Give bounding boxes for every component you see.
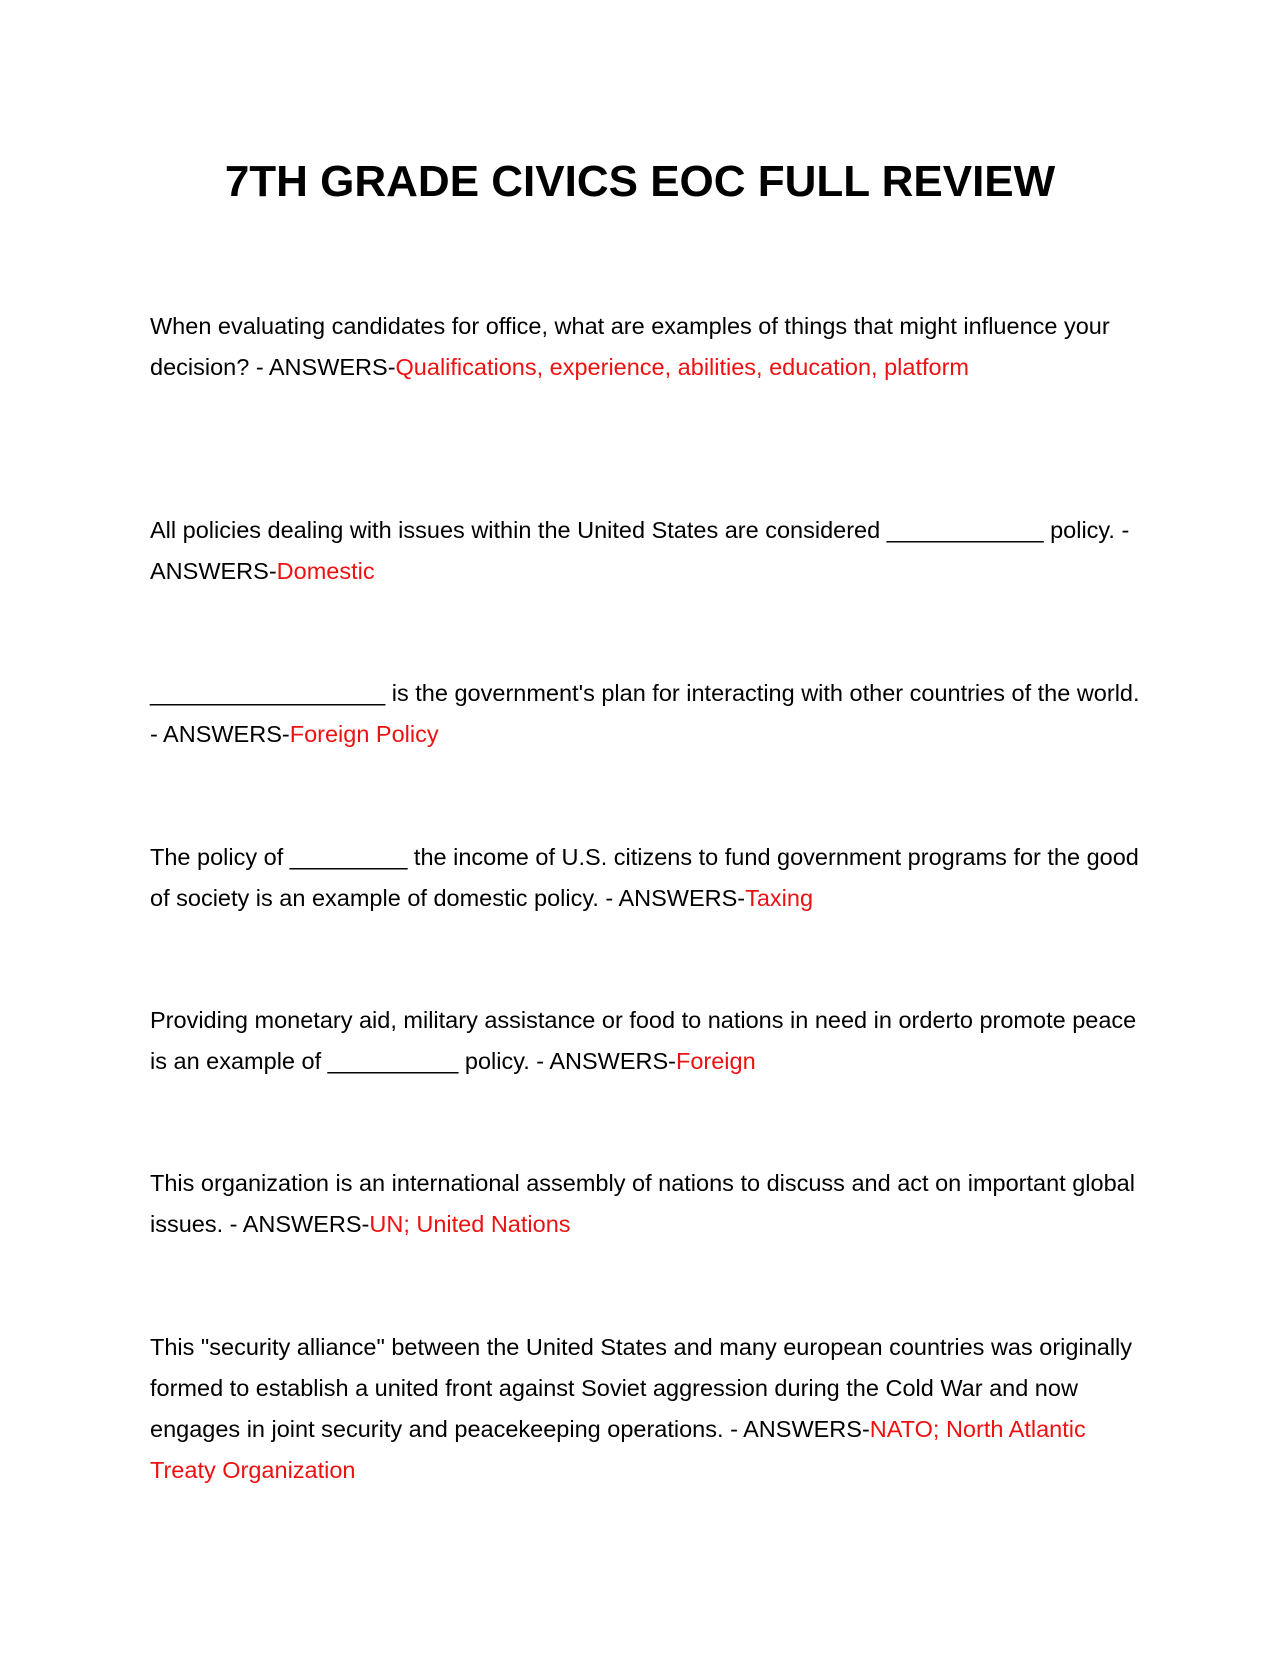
answer-text: UN; United Nations xyxy=(369,1211,571,1237)
question-text: All policies dealing with issues within the United States are considered ____________ policy. - ANSWERS- xyxy=(150,517,1130,584)
qa-item-6 xyxy=(150,1163,1150,1245)
question-text: This "security alliance" between the United States and many european countries was originally formed to establish a united front against Soviet aggression during the Cold War and now engages in joint security and peacekeeping operations. - ANSWERS- xyxy=(150,1334,1133,1442)
qa-item-4 xyxy=(150,837,1150,919)
qa-item-3 xyxy=(150,673,1150,755)
answer-text: Qualifications, experience, abilities, education, platform xyxy=(395,354,969,380)
qa-item-5 xyxy=(150,1000,1150,1082)
question-text: When evaluating candidates for office, what are examples of things that might influence your decision? - ANSWERS- xyxy=(150,313,1110,380)
qa-item-7 xyxy=(150,1327,1150,1491)
answer-text: Taxing xyxy=(745,885,814,911)
question-text: The policy of _________ the income of U.S. citizens to fund government programs for the good of society is an example of domestic policy. - ANSWERS- xyxy=(150,844,1139,911)
document-title: 7TH GRADE CIVICS EOC FULL REVIEW xyxy=(224,157,1056,206)
question-text: This organization is an international assembly of nations to discuss and act on important global issues. - ANSWERS- xyxy=(150,1170,1135,1237)
answer-text: Foreign xyxy=(675,1048,756,1074)
question-text: __________________ is the government's plan for interacting with other countries of the world. - ANSWERS- xyxy=(150,680,1140,747)
question-text: Providing monetary aid, military assistance or food to nations in need in orderto promote peace is an example of __________ policy. - ANSWERS- xyxy=(150,1007,1137,1074)
qa-item-2 xyxy=(150,510,1150,592)
answer-text: NATO; North Atlantic Treaty Organization xyxy=(150,1416,1086,1483)
answer-text: Foreign Policy xyxy=(289,721,439,747)
qa-item-1 xyxy=(150,306,1150,388)
answer-text: Domestic xyxy=(276,558,375,584)
